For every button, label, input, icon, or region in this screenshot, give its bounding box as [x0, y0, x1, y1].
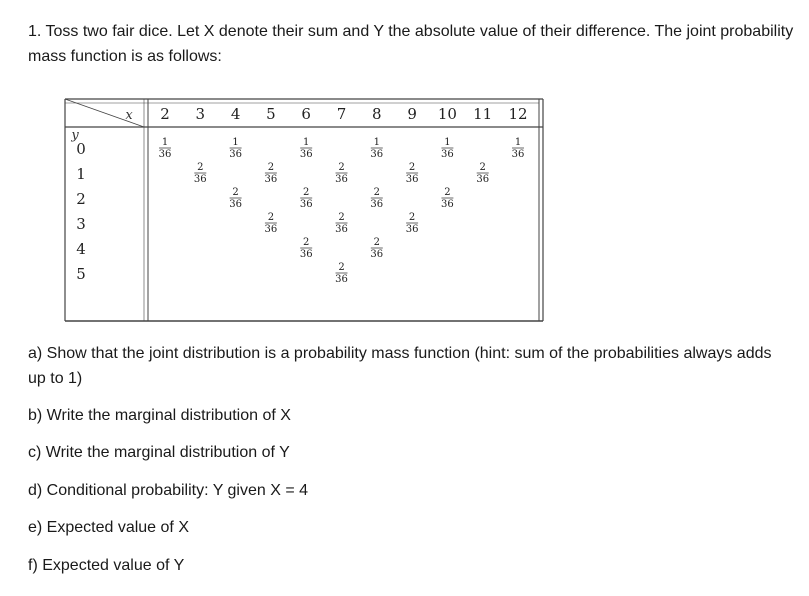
cell-denominator-y2-x8: 36	[370, 199, 384, 210]
cell-denominator-y1-x5: 36	[264, 174, 278, 185]
question-b: b) Write the marginal distribution of X	[28, 407, 291, 424]
question-d: d) Conditional probability: Y given X = 4	[28, 482, 309, 499]
cell-denominator-y0-x10: 36	[441, 149, 454, 160]
cell-denominator-y2-x10: 36	[441, 199, 454, 210]
x-header-5: 5	[266, 105, 276, 123]
cell-numerator-y4-x6: 2	[303, 237, 310, 248]
y-row-label-5: 5	[76, 265, 86, 283]
cell-numerator-y0-x4: 1	[232, 137, 239, 148]
y-variable-label: y	[71, 128, 79, 143]
cell-denominator-y0-x4: 36	[229, 149, 242, 160]
y-row-label-1: 1	[76, 165, 86, 183]
cell-numerator-y1-x9: 2	[408, 162, 416, 173]
x-header-4: 4	[230, 105, 241, 123]
x-header-2: 2	[160, 105, 170, 123]
cell-numerator-y2-x10: 2	[444, 187, 451, 198]
cell-denominator-y0-x12: 36	[511, 149, 525, 160]
cell-denominator-y0-x8: 36	[370, 149, 384, 160]
question-a: a) Show that the joint distribution is a probability mass function (hint: sum of the probabilities always adds up to 1)	[28, 345, 772, 387]
cell-numerator-y4-x8: 2	[373, 237, 380, 248]
y-row-label-2: 2	[76, 190, 86, 208]
x-header-11: 11	[473, 105, 493, 123]
cell-numerator-y1-x11: 2	[479, 162, 486, 173]
cell-denominator-y3-x7: 36	[335, 224, 348, 235]
question-c: c) Write the marginal distribution of Y	[28, 444, 290, 461]
cell-numerator-y2-x6: 2	[303, 187, 310, 198]
cell-numerator-y0-x8: 1	[373, 137, 380, 148]
cell-denominator-y3-x9: 36	[405, 224, 419, 235]
cell-denominator-y5-x7: 36	[335, 274, 348, 285]
cell-numerator-y1-x3: 2	[197, 162, 204, 173]
joint-pmf-table	[63, 97, 546, 325]
cell-numerator-y0-x2: 1	[161, 137, 169, 148]
cell-denominator-y1-x11: 36	[476, 174, 490, 185]
x-header-8: 8	[372, 105, 382, 123]
cell-denominator-y4-x6: 36	[299, 249, 313, 260]
problem-intro: 1. Toss two fair dice. Let X denote their sum and Y the absolute value of their difference. The joint probability mass function is as follows:	[28, 23, 794, 65]
cell-numerator-y0-x6: 1	[303, 137, 310, 148]
cell-numerator-y2-x4: 2	[232, 187, 239, 198]
cell-denominator-y2-x4: 36	[229, 199, 242, 210]
cell-numerator-y5-x7: 2	[338, 262, 345, 273]
y-row-label-3: 3	[76, 215, 86, 233]
x-header-12: 12	[508, 105, 528, 123]
cell-numerator-y1-x5: 2	[267, 162, 275, 173]
x-header-10: 10	[437, 105, 457, 123]
x-variable-label: x	[125, 108, 133, 123]
y-row-label-4: 4	[76, 240, 86, 258]
cell-numerator-y1-x7: 2	[338, 162, 345, 173]
cell-denominator-y1-x3: 36	[193, 174, 207, 185]
cell-denominator-y1-x7: 36	[335, 174, 348, 185]
cell-numerator-y0-x12: 1	[514, 137, 522, 148]
x-header-3: 3	[195, 105, 206, 123]
x-header-7: 7	[336, 105, 347, 123]
cell-denominator-y3-x5: 36	[264, 224, 278, 235]
cell-numerator-y2-x8: 2	[373, 187, 380, 198]
y-row-label-0: 0	[76, 140, 86, 158]
cell-numerator-y3-x5: 2	[267, 212, 275, 223]
cell-denominator-y0-x6: 36	[299, 149, 313, 160]
joint-pmf-table-graphic	[63, 97, 546, 325]
cell-denominator-y4-x8: 36	[370, 249, 384, 260]
cell-numerator-y0-x10: 1	[444, 137, 451, 148]
question-e: e) Expected value of X	[28, 519, 189, 536]
x-header-6: 6	[301, 105, 311, 123]
cell-denominator-y2-x6: 36	[299, 199, 313, 210]
x-header-9: 9	[407, 105, 417, 123]
question-f: f) Expected value of Y	[28, 557, 185, 574]
cell-numerator-y3-x9: 2	[408, 212, 416, 223]
cell-denominator-y0-x2: 36	[158, 149, 172, 160]
cell-numerator-y3-x7: 2	[338, 212, 345, 223]
cell-denominator-y1-x9: 36	[405, 174, 419, 185]
